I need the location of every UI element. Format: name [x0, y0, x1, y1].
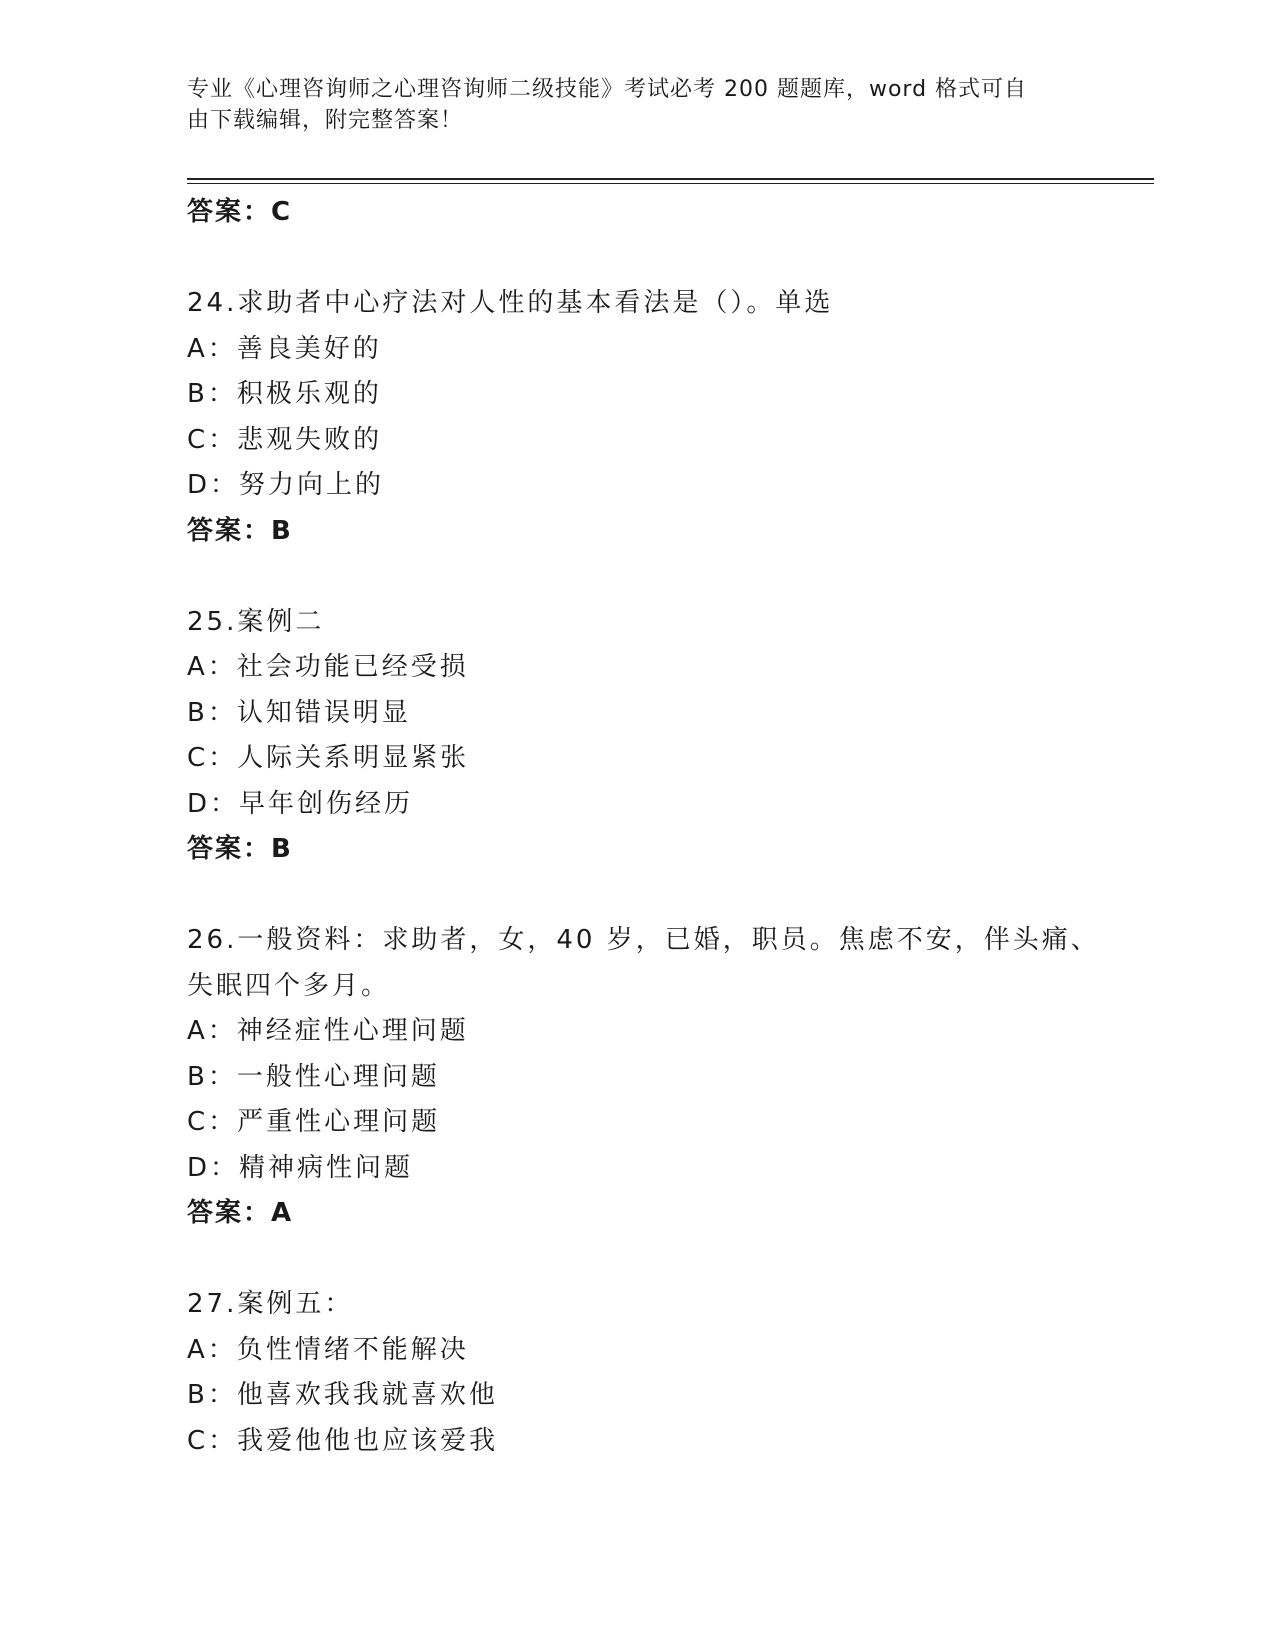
- option-b: B：一般性心理问题: [187, 1061, 440, 1092]
- header-divider-thick: [187, 178, 1154, 180]
- option-c: C：严重性心理问题: [187, 1107, 441, 1137]
- option-c: C：人际关系明显紧张: [187, 743, 470, 773]
- answer: 答案：B: [187, 515, 293, 546]
- spacer: [187, 1237, 1087, 1283]
- question-list: [187, 190, 1100, 1464]
- option-a: A：社会功能已经受损: [187, 652, 469, 682]
- question-stem: 24.求助者中心疗法对人性的基本看法是（）。单选: [187, 288, 834, 318]
- document-header: [187, 74, 1057, 136]
- header-line-2: 由下载编辑，附完整答案！: [187, 108, 464, 133]
- option-c: C：我爱他他也应该爱我: [187, 1425, 499, 1456]
- option-d: D：精神病性问题: [187, 1152, 414, 1183]
- option-b: B：认知错误明显: [187, 697, 411, 728]
- spacer: [187, 873, 1087, 919]
- question-stem: 27.案例五：: [187, 1289, 354, 1319]
- question-27: [187, 1282, 1087, 1464]
- question-26: [187, 918, 1100, 1237]
- header-divider-thin: [187, 183, 1154, 184]
- question-24: [187, 281, 1087, 554]
- option-b: B：他喜欢我我就喜欢他: [187, 1380, 498, 1410]
- spacer: [187, 236, 1087, 282]
- question-stem: 25.案例二: [187, 606, 325, 637]
- header-line-1: 专业《心理咨询师之心理咨询师二级技能》考试必考 200 题题库，word 格式可自: [187, 77, 1028, 102]
- answer: 答案：A: [187, 1198, 294, 1228]
- option-c: C：悲观失败的: [187, 424, 383, 455]
- option-d: D：早年创伤经历: [187, 788, 414, 819]
- option-b: B：积极乐观的: [187, 379, 382, 409]
- question-25: [187, 600, 1087, 873]
- question-stem-line-1: 26.一般资料：求助者，女，40 岁，已婚，职员。焦虑不安，伴头痛、: [187, 925, 1100, 955]
- option-a: A：善良美好的: [187, 333, 382, 364]
- question-stem-line-2: 失眠四个多月。: [187, 970, 391, 1001]
- previous-answer: 答案：C: [187, 197, 293, 227]
- option-a: A：负性情绪不能解决: [187, 1334, 469, 1365]
- option-d: D：努力向上的: [187, 470, 385, 500]
- answer: 答案：B: [187, 834, 293, 864]
- option-a: A：神经症性心理问题: [187, 1016, 469, 1046]
- spacer: [187, 554, 1087, 600]
